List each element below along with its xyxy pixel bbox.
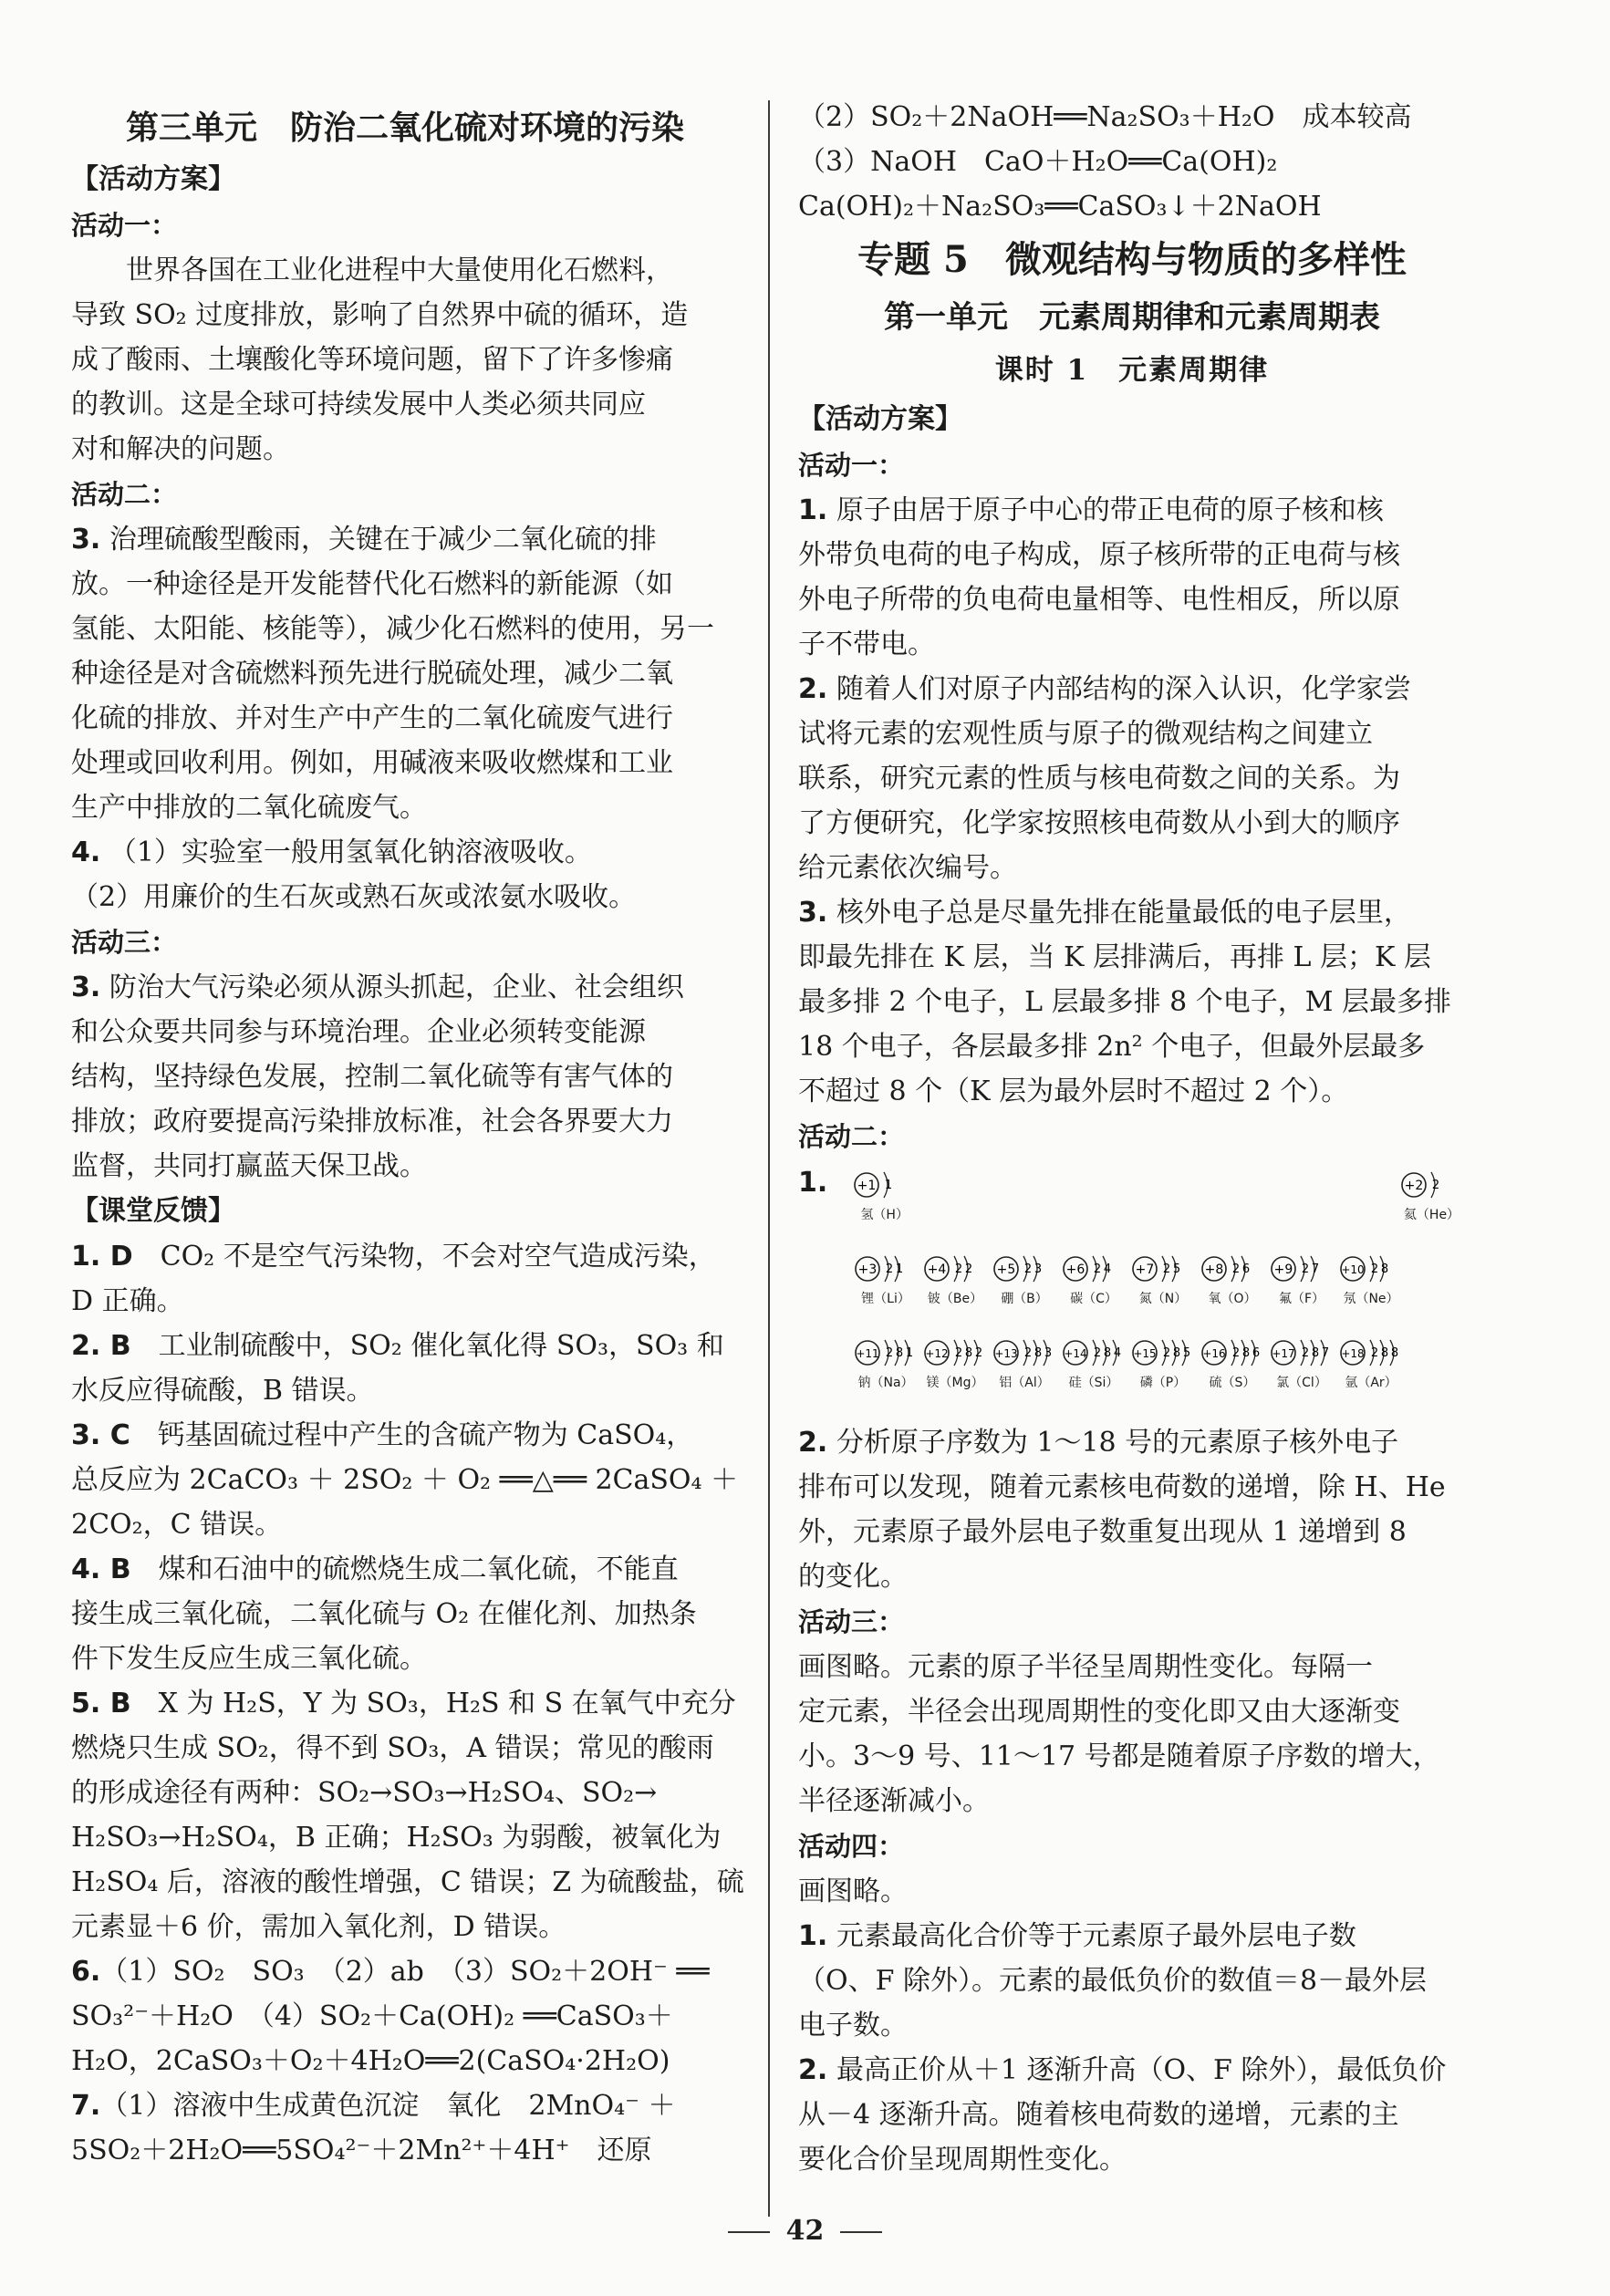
nucleus-charge: +11 xyxy=(856,1347,879,1360)
shell-electron-count: 2 xyxy=(954,1346,963,1360)
element-label: 硫（S） xyxy=(1209,1376,1256,1390)
shell-electron-count: 2 xyxy=(974,1346,983,1360)
nucleus-charge: +6 xyxy=(1065,1262,1085,1277)
lesson-title: 课时 1 元素周期律 xyxy=(994,354,1270,387)
element-label: 氧（O） xyxy=(1208,1292,1257,1306)
shell-electron-count: 8 xyxy=(1241,1346,1251,1360)
shell-electron-count: 4 xyxy=(1103,1262,1112,1276)
shell-electron-count: 2 xyxy=(885,1346,894,1360)
atom-diagram xyxy=(1397,1165,1466,1223)
shell-electron-count: 2 xyxy=(1162,1262,1171,1276)
atom-structure-icon xyxy=(1337,1249,1405,1291)
shell-electron-count: 8 xyxy=(1172,1346,1181,1360)
shell-electron-count: 8 xyxy=(1390,1346,1399,1360)
element-label: 碳（C） xyxy=(1070,1292,1117,1306)
shell-electron-count: 1 xyxy=(905,1346,914,1360)
activity-1-text: 世界各国在工业化进程中大量使用化石燃料， 导致 SO₂ 过度排放，影响了自然界中硫的循环，造 成了酸雨、土壤酸化等环境问题，留下了许多惨痛 的教训。这是全球可持续发展中人类必须共同应 对和解决的问题。 xyxy=(71,255,689,465)
element-label: 氯（Cl） xyxy=(1276,1376,1327,1390)
nucleus-charge: +17 xyxy=(1272,1347,1295,1360)
nucleus-charge: +18 xyxy=(1341,1347,1365,1360)
activity-plan-heading-right: 【活动方案】 xyxy=(798,403,962,435)
activity-3-heading: 活动三： xyxy=(71,927,178,958)
topic-title: 专题 5 微观结构与物质的多样性 xyxy=(857,238,1407,281)
shell-electron-count: 3 xyxy=(1044,1346,1053,1360)
r-activity-1-heading: 活动一： xyxy=(798,450,905,481)
nucleus-charge: +14 xyxy=(1064,1347,1087,1360)
element-label: 镁（Mg） xyxy=(926,1376,984,1390)
shell-electron-count: 8 xyxy=(1034,1346,1043,1360)
column-divider xyxy=(768,100,770,2217)
atom-diagram xyxy=(1128,1333,1198,1391)
atom-diagram xyxy=(920,1249,990,1307)
atom-diagram xyxy=(1059,1249,1128,1307)
element-label: 硅（Si） xyxy=(1068,1376,1119,1390)
shell-electron-count: 4 xyxy=(1113,1346,1122,1360)
left-column xyxy=(71,99,744,2173)
atom-diagram xyxy=(1336,1333,1406,1391)
element-label: 钠（Na） xyxy=(857,1376,914,1390)
shell-electron-count: 2 xyxy=(1431,1179,1439,1192)
atom-structure-icon xyxy=(1199,1333,1266,1375)
shell-electron-count: 2 xyxy=(1231,1346,1241,1360)
shell-electron-count: 2 xyxy=(1093,1346,1102,1360)
element-label: 铝（Al） xyxy=(999,1376,1050,1390)
right-column xyxy=(798,95,1466,2182)
shell-electron-count: 7 xyxy=(1321,1346,1330,1360)
shell-electron-count: 2 xyxy=(1093,1262,1102,1276)
feedback-q4: 4. B 煤和石油中的硫燃烧生成二氧化硫，不能直 接生成三氧化硫，二氧化硫与 O₂ 在催化剂、加热条 件下发生反应生成三氧化硫。 xyxy=(71,1553,697,1675)
unit-title-right: 第一单元 元素周期律和元素周期表 xyxy=(884,299,1380,336)
element-label: 氮（N） xyxy=(1138,1292,1188,1306)
shell-electron-count: 2 xyxy=(1301,1346,1310,1360)
atom-structure-icon xyxy=(1199,1249,1266,1291)
activity-1-heading: 活动一： xyxy=(71,210,178,241)
shell-electron-count: 2 xyxy=(964,1262,973,1276)
element-label: 锂（Li） xyxy=(861,1292,910,1306)
shell-electron-count: 8 xyxy=(1380,1346,1389,1360)
shell-electron-count: 8 xyxy=(1380,1262,1389,1276)
shell-electron-count: 3 xyxy=(1034,1262,1043,1276)
atom-diagram xyxy=(851,1333,920,1391)
nucleus-charge: +12 xyxy=(925,1347,949,1360)
shell-electron-count: 2 xyxy=(1370,1262,1379,1276)
footer-dash-left xyxy=(728,2231,770,2233)
footer-dash-right xyxy=(840,2231,882,2233)
shell-electron-count: 2 xyxy=(885,1262,894,1276)
activity-2-heading: 活动二： xyxy=(71,479,178,510)
element-label: 氖（Ne） xyxy=(1343,1292,1399,1306)
r-activity-3-text: 画图略。元素的原子半径呈周期性变化。每隔一 定元素，半径会出现周期性的变化即又由大逐渐变 小。3～9 号、11～17 号都是随着原子序数的增大， 半径逐渐减小。 xyxy=(798,1651,1440,1817)
nucleus-charge: +8 xyxy=(1204,1262,1224,1277)
atom-diagram xyxy=(1336,1249,1406,1307)
element-label: 氢（H） xyxy=(860,1208,909,1222)
nucleus-charge: +9 xyxy=(1273,1262,1293,1277)
feedback-heading: 【课堂反馈】 xyxy=(71,1195,235,1227)
nucleus-charge: +16 xyxy=(1202,1347,1226,1360)
feedback-q1: 1. D CO₂ 不是空气污染物，不会对空气造成污染， D 正确。 xyxy=(71,1241,716,1317)
atoms-row-3 xyxy=(798,1333,1466,1417)
feedback-q5: 5. B X 为 H₂S，Y 为 SO₃，H₂S 和 S 在氧气中充分 燃烧只生成 SO₂，得不到 SO₃，A 错误；常见的酸雨 的形成途径有两种：SO₂→SO₃→H₂SO₄、SO₂→ H₂SO₃→H₂SO₄，B 正确；H₂SO₃ 为弱酸，被氧化为 H₂SO₄ 后，溶液的酸性增强，C 错误；Z 为硫酸盐，硫 元素显＋6 价，需加入氧化剂，D 错误。 xyxy=(71,1688,744,1943)
carry-over-answers: （2）SO₂＋2NaOH══Na₂SO₃＋H₂O 成本较高 （3）NaOH CaO＋H₂O══Ca(OH)₂ Ca(OH)₂＋Na₂SO₃══CaSO₃↓＋2NaOH xyxy=(798,101,1412,223)
atom-structure-icon xyxy=(921,1333,989,1375)
shell-electron-count: 7 xyxy=(1311,1262,1320,1276)
nucleus-charge: +5 xyxy=(996,1262,1016,1277)
atom-structure-icon xyxy=(1268,1249,1335,1291)
r-activity-3-heading: 活动三： xyxy=(798,1606,905,1637)
atom-structure-icon xyxy=(852,1333,919,1375)
atom-diagram xyxy=(1198,1249,1267,1307)
atom-diagram xyxy=(990,1333,1059,1391)
nucleus-charge: +1 xyxy=(857,1179,877,1193)
atom-structure-icon xyxy=(1398,1165,1466,1207)
shell-electron-count: 5 xyxy=(1182,1346,1191,1360)
atoms-row-2 xyxy=(798,1249,1466,1333)
atoms-row-1: 1. +1 1 氢（H） +2 2 氦（He） xyxy=(798,1165,1466,1249)
atom-structure-icon xyxy=(1060,1249,1127,1291)
shell-electron-count: 2 xyxy=(1231,1262,1241,1276)
atom-diagram xyxy=(1267,1249,1336,1307)
atom-diagram xyxy=(920,1333,990,1391)
element-label: 磷（P） xyxy=(1139,1376,1187,1390)
page-footer xyxy=(0,2215,1610,2247)
shell-electron-count: 2 xyxy=(1023,1262,1033,1276)
element-label: 氦（He） xyxy=(1403,1208,1460,1222)
atom-structure-icon xyxy=(1268,1333,1335,1375)
atom-structure-icon xyxy=(1129,1249,1197,1291)
atom-structure-icon xyxy=(921,1249,989,1291)
page-number: 42 xyxy=(785,2215,825,2247)
atom-structure-icon xyxy=(851,1165,919,1207)
shell-electron-count: 2 xyxy=(1301,1262,1310,1276)
atom-diagram xyxy=(1198,1333,1267,1391)
r-activity-2-heading: 活动二： xyxy=(798,1121,905,1152)
element-label: 氟（F） xyxy=(1278,1292,1325,1306)
r-activity-4-intro: 画图略。 xyxy=(798,1875,908,1907)
element-label: 硼（B） xyxy=(1001,1292,1048,1306)
r-activity-1-q2: 2. 随着人们对原子内部结构的深入认识，化学家尝 试将元素的宏观性质与原子的微观结构之间建立 联系，研究元素的性质与核电荷数之间的关系。为 了方便研究，化学家按照核电荷数从小到大的顺序 给元素依次编号。 xyxy=(798,673,1411,884)
atom-structure-icon xyxy=(1060,1333,1127,1375)
r-activity-4-q1: 1. 元素最高化合价等于元素原子最外层电子数 （O、F 除外）。元素的最低负价的数值＝8－最外层 电子数。 xyxy=(798,1920,1428,2041)
atom-diagram xyxy=(850,1165,919,1223)
atom-diagram xyxy=(1059,1333,1128,1391)
shell-electron-count: 1 xyxy=(884,1179,892,1192)
shell-electron-count: 2 xyxy=(1023,1346,1033,1360)
shell-electron-count: 2 xyxy=(954,1262,963,1276)
nucleus-charge: +15 xyxy=(1133,1347,1157,1360)
nucleus-charge: +4 xyxy=(927,1262,947,1277)
shell-electron-count: 2 xyxy=(1370,1346,1379,1360)
shell-electron-count: 6 xyxy=(1252,1346,1261,1360)
activity-3-q3: 3. 防治大气污染必须从源头抓起，企业、社会组织 和公众要共同参与环境治理。企业必须转变能源 结构，坚持绿色发展，控制二氧化硫等有害气体的 排放；政府要提高污染排放标准，社会各界要大力 监督，共同打赢蓝天保卫战。 xyxy=(71,971,684,1182)
element-label: 氩（Ar） xyxy=(1345,1376,1397,1390)
shell-electron-count: 6 xyxy=(1241,1262,1251,1276)
atom-diagram xyxy=(990,1249,1059,1307)
r-activity-4-heading: 活动四： xyxy=(798,1831,905,1862)
atom-diagram xyxy=(851,1249,920,1307)
shell-electron-count: 8 xyxy=(1311,1346,1320,1360)
shell-electron-count: 5 xyxy=(1172,1262,1181,1276)
shell-electron-count: 8 xyxy=(1103,1346,1112,1360)
nucleus-charge: +2 xyxy=(1404,1179,1423,1193)
atom-structure-icon xyxy=(1337,1333,1405,1375)
feedback-q6: 6.（1）SO₂ SO₃ （2）ab （3）SO₂＋2OH⁻ ══ SO₃²⁻＋H₂O （4）SO₂＋Ca(OH)₂ ══CaSO₃＋ H₂O，2CaSO₃＋O₂＋4H₂O══2(CaSO₄·2H₂O) xyxy=(71,1956,710,2077)
feedback-q3: 3. C 钙基固硫过程中产生的含硫产物为 CaSO₄， 总反应为 2CaCO₃ ＋ 2SO₂ ＋ O₂ ══△══ 2CaSO₄ ＋ 2CO₂，C 错误。 xyxy=(71,1419,739,1541)
nucleus-charge: +13 xyxy=(994,1347,1018,1360)
atom-diagram xyxy=(1267,1333,1336,1391)
shell-electron-count: 2 xyxy=(1162,1346,1171,1360)
feedback-q7: 7.（1）溶液中生成黄色沉淀 氧化 2MnO₄⁻ ＋ 5SO₂＋2H₂O══5SO₄²⁻＋2Mn²⁺＋4H⁺ 还原 xyxy=(71,2090,676,2166)
r-activity-2-q2: 2. 分析原子序数为 1～18 号的元素原子核外电子 排布可以发现，随着元素核电荷数的递增，除 H、He 外，元素原子最外层电子数重复出现从 1 递增到 8 的变化。 xyxy=(798,1427,1446,1593)
atom-structure-icon xyxy=(991,1249,1058,1291)
activity-plan-heading: 【活动方案】 xyxy=(71,163,235,195)
r-activity-1-q1: 1. 原子由居于原子中心的带正电荷的原子核和核 外带负电荷的电子构成，原子核所带的正电荷与核 外电子所带的负电荷电量相等、电性相反，所以原 子不带电。 xyxy=(798,494,1400,660)
shell-electron-count: 8 xyxy=(964,1346,973,1360)
atom-structure-icon xyxy=(852,1249,919,1291)
shell-electron-count: 1 xyxy=(895,1262,904,1276)
atom-structure-icon xyxy=(991,1333,1058,1375)
activity-2-q4: 4. （1）实验室一般用氢氧化钠溶液吸收。 （2）用廉价的生石灰或熟石灰或浓氨水吸收。 xyxy=(71,836,637,913)
unit-title: 第三单元 防治二氧化硫对环境的污染 xyxy=(125,109,684,147)
nucleus-charge: +7 xyxy=(1135,1262,1155,1277)
shell-electron-count: 8 xyxy=(895,1346,904,1360)
activity-2-q3: 3. 治理硫酸型酸雨，关键在于减少二氧化硫的排 放。一种途径是开发能替代化石燃料的新能源（如 氢能、太阳能、核能等），减少化石燃料的使用，另一 种途径是对含硫燃料预先进行脱硫处理，减少二氧 化硫的排放、并对生产中产生的二氧化硫废气进行 处理或回收利用。例如，用碱液来吸收燃煤和工业 生产中排放的二氧化硫废气。 xyxy=(71,524,714,824)
feedback-q2: 2. B 工业制硫酸中，SO₂ 催化氧化得 SO₃，SO₃ 和 水反应得硫酸，B 错误。 xyxy=(71,1330,724,1407)
atom-structure-diagrams xyxy=(798,1165,1466,1417)
atom-diagram xyxy=(1128,1249,1198,1307)
nucleus-charge: +10 xyxy=(1341,1263,1365,1276)
element-label: 铍（Be） xyxy=(927,1292,983,1306)
nucleus-charge: +3 xyxy=(857,1262,878,1277)
r-activity-1-q3: 3. 核外电子总是尽量先排在能量最低的电子层里， 即最先排在 K 层，当 K 层排满后，再排 L 层；K 层 最多排 2 个电子，L 层最多排 8 个电子，M 层最多排 18 个电子，各层最多排 2n² 个电子，但最外层最多 不超过 8 个（K 层为最外层时不超过 2 个）。 xyxy=(798,897,1452,1107)
atom-structure-icon xyxy=(1129,1333,1197,1375)
r-activity-4-q2: 2. 最高正价从＋1 逐渐升高（O、F 除外），最低负价 从－4 逐渐升高。随着核电荷数的递增，元素的主 要化合价呈现周期性变化。 xyxy=(798,2054,1447,2176)
